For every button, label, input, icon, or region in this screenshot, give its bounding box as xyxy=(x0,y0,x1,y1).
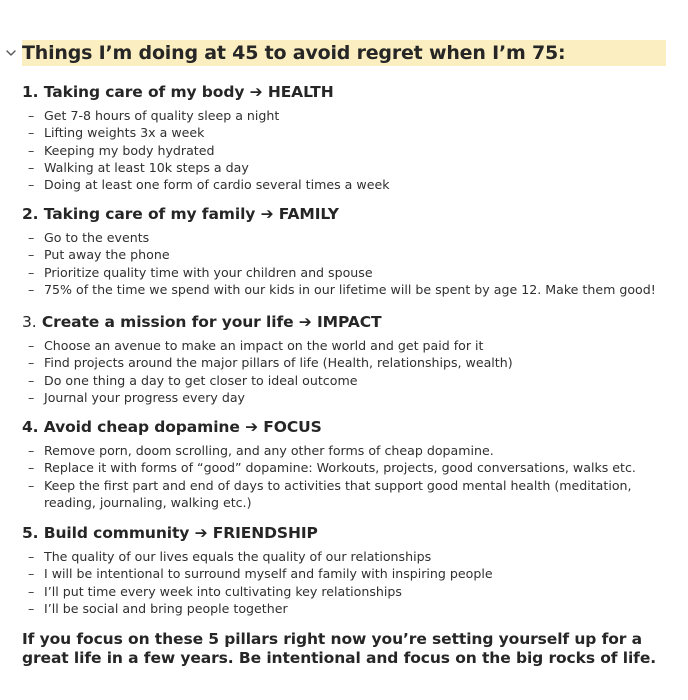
chevron-down-icon[interactable] xyxy=(2,44,20,62)
section-title: Build community ➔ FRIENDSHIP xyxy=(43,524,318,542)
list-item: – Do one thing a day to get closer to ideal outcome xyxy=(28,372,358,388)
section-heading xyxy=(22,522,662,544)
list-item: – Keep the first part and end of days to activities that support good mental health (meditation, reading, journaling, walking etc.) xyxy=(28,477,632,510)
list-item: – Go to the events xyxy=(28,230,150,245)
section-friendship xyxy=(22,522,662,617)
section-heading xyxy=(22,203,662,225)
list-item: – The quality of our lives equals the quality of our relationships xyxy=(28,549,432,564)
section-heading xyxy=(22,81,662,103)
title-highlight xyxy=(22,40,666,66)
list-item: – Get 7-8 hours of quality sleep a night xyxy=(28,108,280,123)
list-item: – 75% of the time we spend with our kids in our lifetime will be spent by age 12. Make them good! xyxy=(28,281,656,297)
list-item: – I’ll be social and bring people together xyxy=(28,600,288,616)
bullet-list xyxy=(22,107,662,193)
section-focus xyxy=(22,416,662,511)
list-item: – Put away the phone xyxy=(28,247,170,263)
bullet-list xyxy=(22,442,662,511)
section-title: Avoid cheap dopamine ➔ FOCUS xyxy=(43,418,322,436)
page-title: Things I’m doing at 45 to avoid regret when I’m 75: xyxy=(22,42,566,64)
list-item: – Walking at least 10k steps a day xyxy=(28,159,249,175)
section-number: 2. xyxy=(22,205,39,223)
section-number: 5. xyxy=(22,524,39,542)
list-item: – Lifting weights 3x a week xyxy=(28,125,205,141)
list-item: – Replace it with forms of “good” dopamine: Workouts, projects, good conversations, walks etc. xyxy=(28,460,636,476)
section-heading xyxy=(22,416,662,438)
section-title: Create a mission for your life ➔ IMPACT xyxy=(41,313,382,331)
section-number: 1. xyxy=(22,83,39,101)
list-item: – Doing at least one form of cardio several times a week xyxy=(28,177,390,193)
closing-statement: If you focus on these 5 pillars right now you’re setting yourself up for a great life in a few years. Be intentional and focus on the big rocks of life. xyxy=(22,630,657,667)
section-number: 3. xyxy=(22,313,37,331)
section-heading xyxy=(22,311,662,333)
list-item: – Prioritize quality time with your children and spouse xyxy=(28,264,373,280)
section-title: Taking care of my family ➔ FAMILY xyxy=(43,205,339,223)
list-item: – Journal your progress every day xyxy=(28,389,245,405)
section-family xyxy=(22,203,662,298)
list-item: – I’ll put time every week into cultivating key relationships xyxy=(28,583,402,599)
list-item: – Remove porn, doom scrolling, and any other forms of cheap dopamine. xyxy=(28,443,494,458)
title-row xyxy=(2,40,666,66)
bullet-list xyxy=(22,548,662,617)
section-impact xyxy=(22,311,662,406)
bullet-list xyxy=(22,229,662,298)
list-item: – Choose an avenue to make an impact on the world and get paid for it xyxy=(28,338,484,353)
bullet-list xyxy=(22,337,662,406)
list-item: – Find projects around the major pillars of life (Health, relationships, wealth) xyxy=(28,355,513,371)
section-title: Taking care of my body ➔ HEALTH xyxy=(43,83,334,101)
section-health xyxy=(22,81,662,193)
list-item: – Keeping my body hydrated xyxy=(28,142,215,158)
section-number: 4. xyxy=(22,418,39,436)
list-item: – I will be intentional to surround myself and family with inspiring people xyxy=(28,566,493,582)
